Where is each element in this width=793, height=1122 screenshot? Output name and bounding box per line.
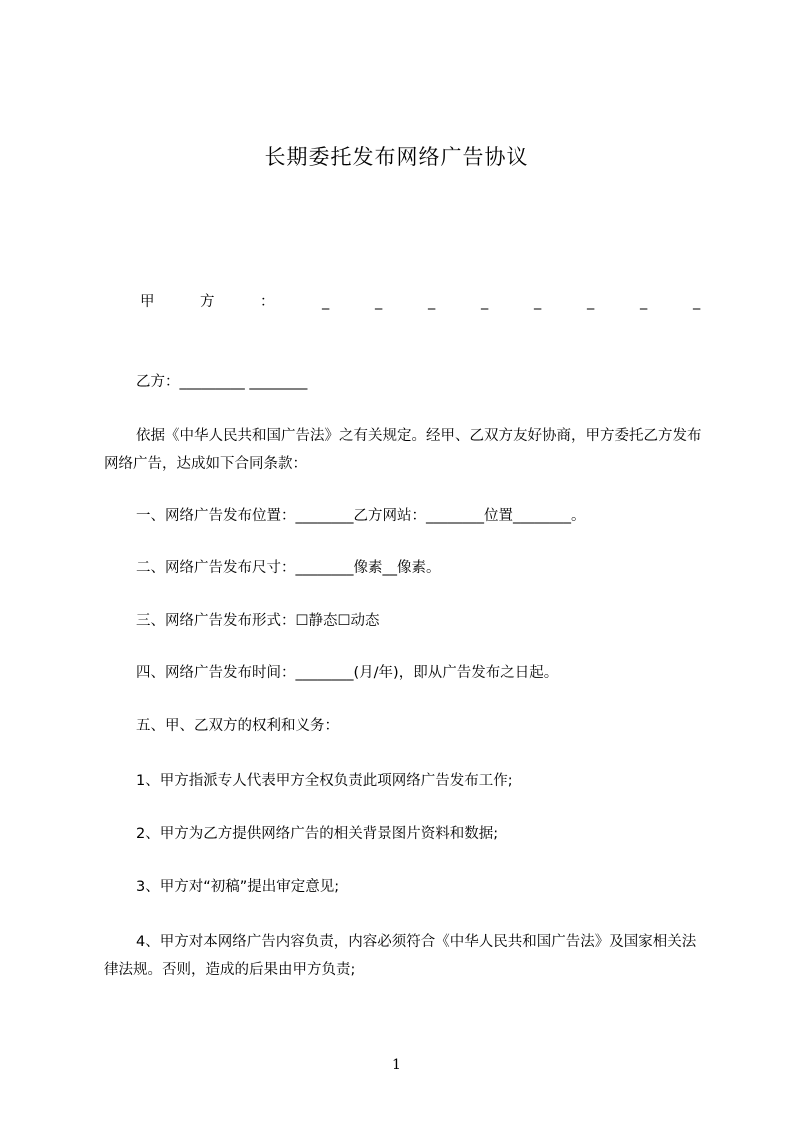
clause-3: 三、网络广告发布形式：☐静态☐动态	[136, 613, 380, 629]
party-a-blank: _	[481, 294, 489, 310]
party-b-line: 乙方：_________ ________	[136, 374, 308, 390]
party-a-label-char2: 方	[200, 294, 215, 310]
clause-2: 二、网络广告发布尺寸：________像素__像素。	[136, 560, 441, 576]
party-a-blank: _	[428, 294, 436, 310]
sub-clause-1: 1、甲方指派专人代表甲方全权负责此项网络广告发布工作;	[136, 773, 513, 789]
intro-paragraph: 依据《中华人民共和国广告法》之有关规定。经甲、乙双方友好协商，甲方委托乙方发布网络广告，达成如下合同条款：	[104, 428, 702, 472]
sub-clause-3: 3、甲方对“初稿”提出审定意见;	[136, 879, 340, 895]
clause-1: 一、网络广告发布位置：________乙方网站：________位置________。	[136, 508, 586, 524]
party-a-blank: _	[640, 294, 648, 310]
party-a-blank: _	[693, 294, 701, 310]
party-a-blank: _	[322, 294, 330, 310]
party-a-label-char1: 甲	[140, 294, 155, 310]
sub-clause-2: 2、甲方为乙方提供网络广告的相关背景图片资料和数据;	[136, 826, 499, 842]
party-a-blank: _	[534, 294, 542, 310]
party-a-line	[136, 292, 708, 314]
page-number: 1	[392, 1057, 401, 1073]
document-title: 长期委托发布网络广告协议	[264, 145, 529, 169]
clause-4: 四、网络广告发布时间：________(月/年)，即从广告发布之日起。	[136, 665, 559, 681]
clause-5: 五、甲、乙双方的权利和义务：	[136, 718, 339, 734]
sub-clause-4: 4、甲方对本网络广告内容负责，内容必须符合《中华人民共和国广告法》及国家相关法律法规。否则，造成的后果由甲方负责;	[104, 934, 697, 978]
party-a-blank: _	[587, 294, 595, 310]
party-a-colon: ：	[260, 294, 275, 310]
party-a-blank: _	[375, 294, 383, 310]
